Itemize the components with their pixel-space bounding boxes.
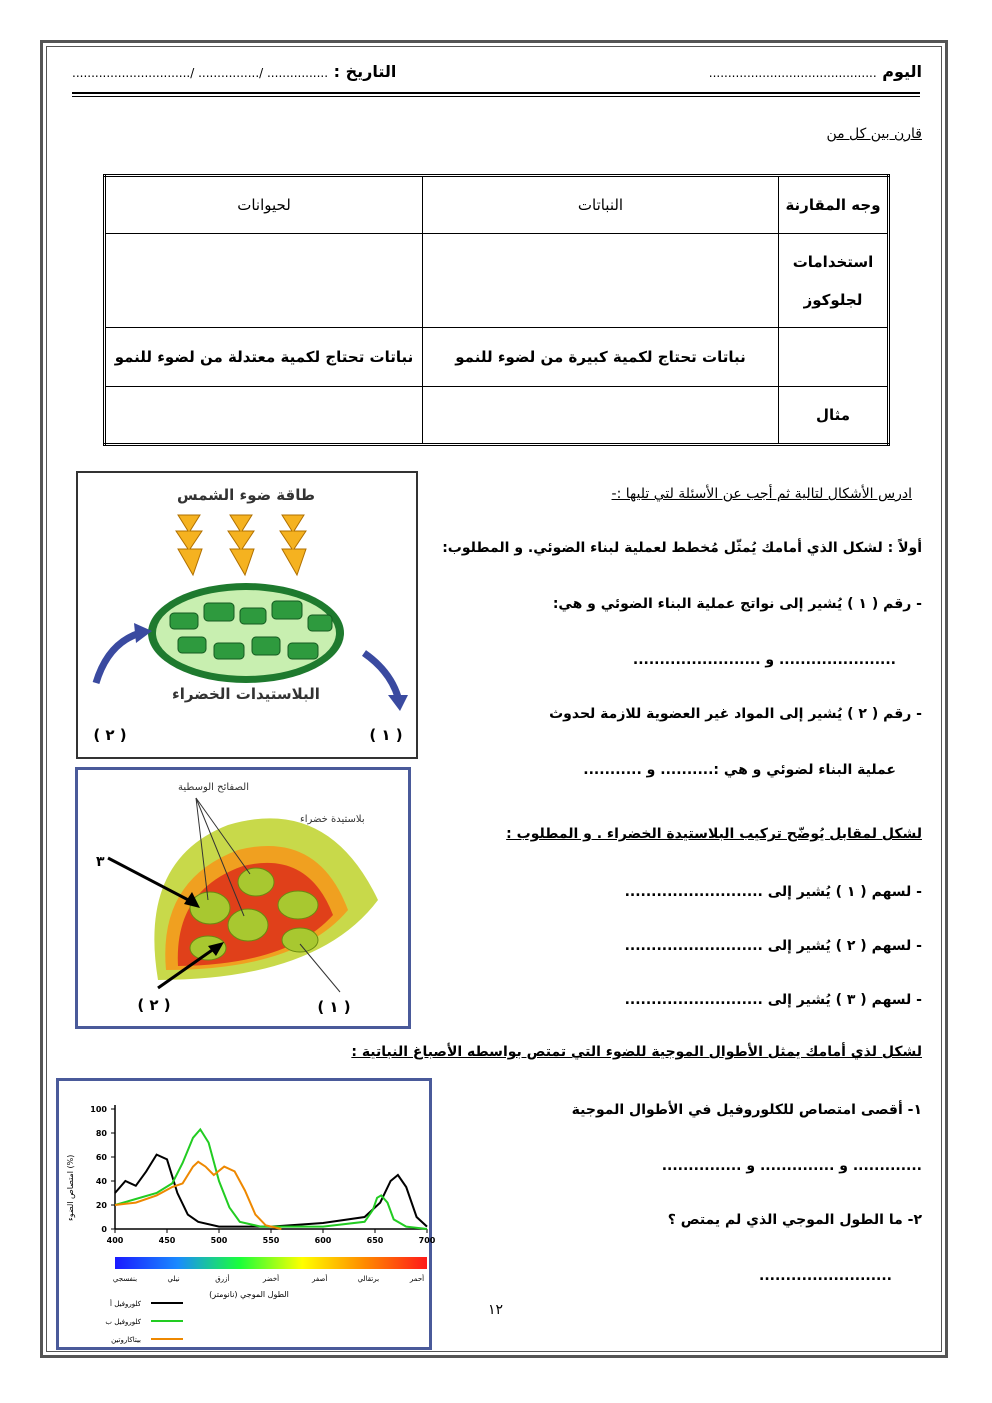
row1-animals-cell[interactable]	[105, 234, 423, 328]
fig1-label-1: ( ١ )	[369, 726, 403, 744]
left-curved-arrow	[96, 633, 140, 683]
figure-absorption-chart	[56, 1078, 436, 1350]
date-value[interactable]: ................ /................ /...............................	[72, 66, 329, 80]
granum-stack	[190, 892, 230, 924]
spectrum-color-label: أخضر	[262, 1275, 280, 1283]
page-number: ١٢	[488, 1302, 504, 1318]
row2-plants: نباتات تحتاج لكمية كبيرة من لضوء للنمو	[423, 328, 779, 386]
section3-q2-blank[interactable]: .........................	[759, 1268, 892, 1284]
granum-stack	[282, 928, 318, 952]
day-label: اليوم	[882, 62, 922, 81]
comparison-table	[103, 174, 890, 446]
section2-arrow2[interactable]: - لسهم ( ٢ ) يُشير إلى ..........................	[624, 938, 922, 954]
row3-aspect: مثال	[779, 386, 889, 444]
granum	[214, 643, 244, 659]
y-tick-label: 20	[95, 1201, 107, 1210]
chart-y-label: امتصاص الضوء (%)	[66, 1154, 75, 1221]
photosynthesis-diagram	[78, 473, 416, 757]
sun-rays	[176, 515, 306, 575]
legend-label: كلوروفيل ب	[105, 1318, 141, 1326]
spectrum-bar	[115, 1257, 427, 1269]
x-tick-label: 450	[158, 1236, 176, 1245]
day-dots[interactable]: ............................................	[708, 66, 877, 80]
row2-animals: نباتات تحتاج لكمية معتدلة من لضوء للنمو	[105, 328, 423, 386]
row3-plants-cell[interactable]	[423, 386, 779, 444]
fig2-label-2: ( ٢ )	[137, 996, 171, 1014]
legend-label: كلوروفيل أ	[110, 1300, 141, 1308]
legend-label: بيتاكاروتين	[111, 1336, 141, 1344]
granum	[308, 615, 332, 631]
table-row	[105, 386, 889, 444]
chart-axes	[90, 1105, 435, 1245]
section1-intro: ادرس الأشكال لتالية ثم أجب عن الأسئلة لتي تليها :-	[611, 486, 912, 502]
compare-title: قارن بين كل من	[826, 126, 922, 142]
spectrum-color-label: بنفسجي	[112, 1275, 138, 1283]
granum	[178, 637, 206, 653]
spectrum-color-label: أصفر	[312, 1275, 328, 1283]
date-label: التاريخ :	[333, 62, 397, 81]
x-tick-label: 650	[366, 1236, 384, 1245]
granum-stack	[228, 909, 268, 941]
x-tick-label: 500	[210, 1236, 228, 1245]
granum	[240, 608, 266, 624]
header-plants: النباتات	[423, 176, 779, 234]
spectrum-color-labels	[113, 1274, 424, 1283]
spectrum-color-label: نيلي	[167, 1275, 180, 1283]
series-line	[115, 1162, 281, 1229]
chart-x-label: الطول الموجي (نانومتر)	[209, 1290, 289, 1299]
section3-title: لشكل لذي أمامك يمثل الأطوال الموجية للضوء التي تمتص بواسطه الأصباغ النباتية :	[351, 1044, 922, 1060]
chloroplast-inner	[156, 590, 336, 676]
fig1-label-2: ( ٢ )	[93, 726, 127, 744]
section2-arrow1[interactable]: - لسهم ( ١ ) يُشير إلى ..........................	[624, 884, 922, 900]
fig2-label-3: ٣	[96, 854, 105, 870]
x-tick-label: 700	[418, 1236, 436, 1245]
fig2-label-chloroplast: بلاستيدة خضراء	[300, 814, 365, 825]
figure-chloroplast-structure	[75, 767, 411, 1029]
x-tick-label: 400	[106, 1236, 124, 1245]
right-arrow-head	[388, 695, 408, 711]
section3-q1: ١- أقصى امتصاص للكلوروفيل في الأطوال الموجية	[571, 1102, 922, 1118]
spectrum-color-label: أزرق	[215, 1275, 230, 1283]
granum	[288, 643, 318, 659]
row1-aspect-line1: استخدامات	[792, 252, 874, 271]
header-animals: لحيوانات	[105, 176, 423, 234]
table-row	[105, 234, 889, 328]
granum	[170, 613, 198, 629]
day-field	[709, 62, 922, 81]
section2-arrow3[interactable]: - لسهم ( ٣ ) يُشير إلى ..........................	[624, 992, 922, 1008]
right-curved-arrow	[364, 653, 398, 697]
sun-ray-arrow	[280, 515, 306, 575]
fig2-label-thylakoid: الصفائح الوسطية	[178, 782, 249, 793]
row3-animals-cell[interactable]	[105, 386, 423, 444]
row2-aspect-cell[interactable]	[779, 328, 889, 386]
fig1-title: طاقة ضوء الشمس	[177, 486, 315, 504]
arrow-1-line	[300, 944, 340, 992]
section3-q2: ٢- ما الطول الموجي الذي لم يمتص ؟	[667, 1212, 922, 1228]
fig1-caption: البلاستيدات الخضراء	[172, 685, 320, 703]
granum-stack	[190, 936, 226, 960]
row1-plants-cell[interactable]	[423, 234, 779, 328]
table-header-row	[105, 176, 889, 234]
date-field	[72, 62, 396, 81]
header-aspect: وجه المقارنة	[779, 176, 889, 234]
section3-q1-blank[interactable]: ............. و .............. و ...............	[661, 1158, 922, 1174]
header-divider-thin	[72, 96, 920, 97]
x-tick-label: 600	[314, 1236, 332, 1245]
y-tick-label: 80	[95, 1129, 107, 1138]
y-tick-label: 0	[101, 1225, 107, 1234]
section1-q1: - رقم ( ١ ) يُشير إلى نواتج عملية البناء الضوئي و هي:	[552, 596, 922, 612]
figure-photosynthesis	[76, 471, 418, 759]
fig2-label-1: ( ١ )	[317, 998, 351, 1016]
y-tick-label: 100	[90, 1105, 107, 1114]
series-line	[115, 1129, 427, 1229]
chart-series	[115, 1129, 427, 1229]
section1-q1-blank[interactable]: ...................... و ........................	[632, 652, 896, 668]
section1-q2: - رقم ( ٢ ) يُشير إلى المواد غير العضوية للازمة لحدوث	[549, 706, 922, 722]
absorption-chart	[59, 1081, 436, 1347]
chart-legend	[105, 1299, 183, 1344]
sun-ray-arrow	[176, 515, 202, 575]
x-tick-label: 550	[262, 1236, 280, 1245]
granum-stack	[278, 891, 318, 919]
granum	[204, 603, 234, 621]
section2-title: لشكل لمقابل يُوضّح تركيب البلاستيدة الخضراء . و المطلوب :	[506, 826, 922, 842]
chloroplast-diagram	[78, 770, 408, 1026]
header-divider	[72, 92, 920, 94]
sun-ray-arrow	[228, 515, 254, 575]
table-row	[105, 328, 889, 386]
row1-aspect-line2: لجلوكوز	[803, 290, 863, 309]
granum	[272, 601, 302, 619]
granum-stack	[238, 868, 274, 896]
y-tick-label: 40	[95, 1177, 107, 1186]
y-tick-label: 60	[95, 1153, 107, 1162]
spectrum-color-label: برتقالي	[357, 1275, 380, 1283]
granum	[252, 637, 280, 655]
row1-aspect	[779, 234, 889, 328]
section1-first-question: أولاً : لشكل الذي أمامك يُمثّل مُخطط لعملية لبناء الضوئي. و المطلوب:	[442, 540, 922, 556]
section1-q2-cont[interactable]: عملية البناء لضوئي و هي :.......... و ...........	[583, 762, 896, 778]
spectrum-color-label: أحمر	[409, 1275, 425, 1283]
